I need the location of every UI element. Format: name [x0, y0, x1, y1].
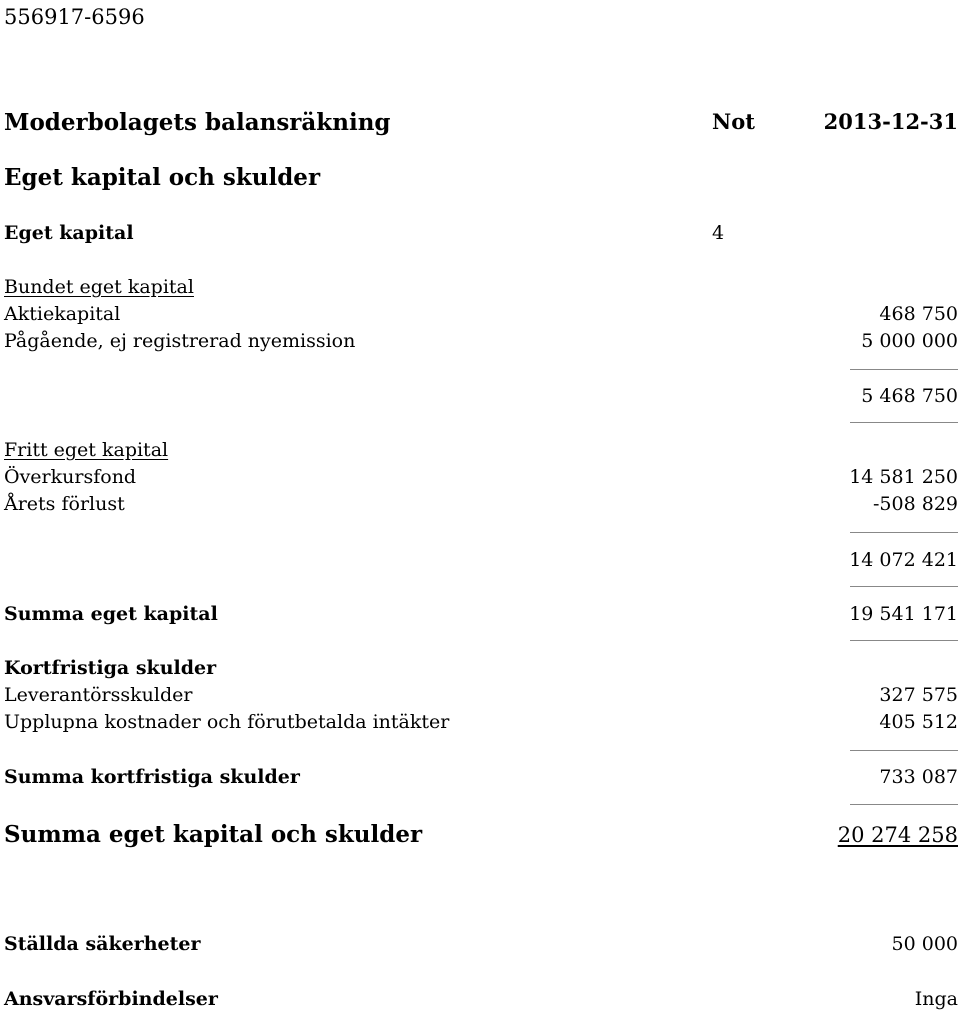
subtotal-rule	[850, 369, 958, 370]
year-loss-label: Årets förlust	[4, 493, 125, 515]
accrued-expenses-label: Upplupna kostnader och förutbetalda intäkter	[4, 711, 450, 733]
grand-total-label: Summa eget kapital och skulder	[4, 821, 423, 848]
year-loss-value: -508 829	[873, 493, 958, 515]
equity-heading: Eget kapital	[4, 222, 134, 244]
trade-payables-label: Leverantörsskulder	[4, 684, 193, 706]
subtotal-rule	[850, 532, 958, 533]
equity-total-value: 19 541 171	[849, 603, 958, 625]
page-title: Moderbolagets balansräkning	[4, 109, 391, 136]
contingent-liabilities-label: Ansvarsförbindelser	[4, 988, 218, 1010]
section-title: Eget kapital och skulder	[4, 164, 321, 191]
contingent-liabilities-value: Inga	[914, 988, 958, 1010]
equity-note-number: 4	[712, 222, 725, 244]
current-liabilities-heading: Kortfristiga skulder	[4, 657, 217, 679]
total-rule	[850, 640, 958, 641]
total-rule	[850, 804, 958, 805]
unrestricted-equity-heading: Fritt eget kapital	[4, 439, 169, 461]
share-capital-value: 468 750	[879, 303, 958, 325]
equity-total-label: Summa eget kapital	[4, 603, 218, 625]
pledged-assets-value: 50 000	[891, 933, 958, 955]
subtotal-rule	[850, 422, 958, 423]
share-capital-label: Aktiekapital	[4, 303, 121, 325]
org-number: 556917-6596	[4, 5, 145, 29]
unrestricted-subtotal-value: 14 072 421	[849, 549, 958, 571]
pending-issue-label: Pågående, ej registrerad nyemission	[4, 330, 356, 352]
restricted-subtotal-value: 5 468 750	[861, 385, 958, 407]
subtotal-rule	[850, 750, 958, 751]
pending-issue-value: 5 000 000	[861, 330, 958, 352]
restricted-equity-heading: Bundet eget kapital	[4, 276, 194, 298]
share-premium-label: Överkursfond	[4, 466, 137, 488]
current-liabilities-total-label: Summa kortfristiga skulder	[4, 766, 300, 788]
grand-total-value: 20 274 258	[837, 823, 958, 847]
accrued-expenses-value: 405 512	[879, 711, 958, 733]
pledged-assets-label: Ställda säkerheter	[4, 933, 201, 955]
trade-payables-value: 327 575	[879, 684, 958, 706]
current-liabilities-total-value: 733 087	[879, 766, 958, 788]
share-premium-value: 14 581 250	[849, 466, 958, 488]
subtotal-rule	[850, 586, 958, 587]
note-column-header: Not	[712, 109, 755, 134]
date-column-header: 2013-12-31	[823, 109, 958, 134]
